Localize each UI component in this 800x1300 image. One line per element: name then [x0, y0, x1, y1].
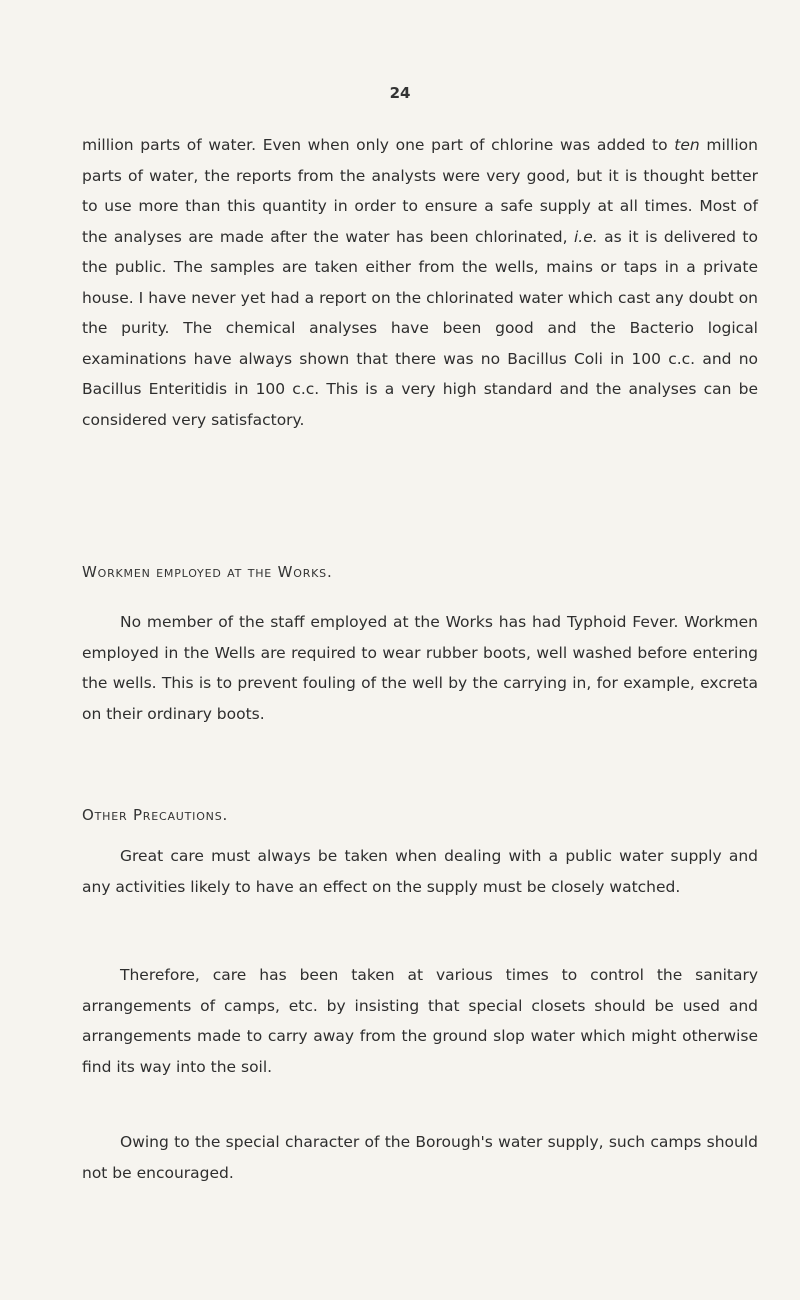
paragraph-text: million parts of water, the reports from the analysts were very good, but it is thought better to use more than this quantity in order to ensure a safe supply at all times. Most of the analyses are made after the water has been chlorinated, [82, 136, 758, 246]
paragraph-workmen: No member of the staff employed at the Works has had Typhoid Fever. Workmen employed in the Wells are required to wear rubber boots, well washed before entering the wells. This is to prevent fouling of the well by the carrying in, for example, excreta on their ordinary boots. [82, 613, 758, 723]
paragraph-great-care: Great care must always be taken when dealing with a public water supply and any activities likely to have an effect on the supply must be closely watched. [82, 847, 758, 896]
italic-ten: ten [674, 136, 700, 154]
paragraph-chlorination [82, 130, 758, 435]
paragraph-therefore: Therefore, care has been taken at various times to control the sanitary arrangements of camps, etc. by insisting that special closets should be used and arrangements made to carry away from the ground slop water which might otherwise find its way into the soil. [82, 966, 758, 1076]
paragraph-text: as it is delivered to the public. The samples are taken either from the wells, mains or taps in a private house. I have never yet had a report on the chlorinated water which cast any doubt on the purity. The chemical analyses have been good and the Bacterio logical examinations have always shown that there was no Bacillus Coli in 100 c.c. and no Bacillus Enteritidis in 100 c.c. This is a very high standard and the analyses can be considered very satisfactory. [82, 227, 758, 429]
section-heading-precautions: Other Precautions. [82, 806, 229, 824]
paragraph-owing: Owing to the special character of the Borough's water supply, such camps should not be encouraged. [82, 1133, 758, 1182]
paragraph-text: million parts of water. Even when only one part of chlorine was added to [82, 136, 675, 154]
italic-ie: i.e. [573, 227, 598, 246]
section-heading-workmen: Workmen employed at the Works. [82, 563, 333, 581]
page-number: 24 [389, 84, 411, 102]
